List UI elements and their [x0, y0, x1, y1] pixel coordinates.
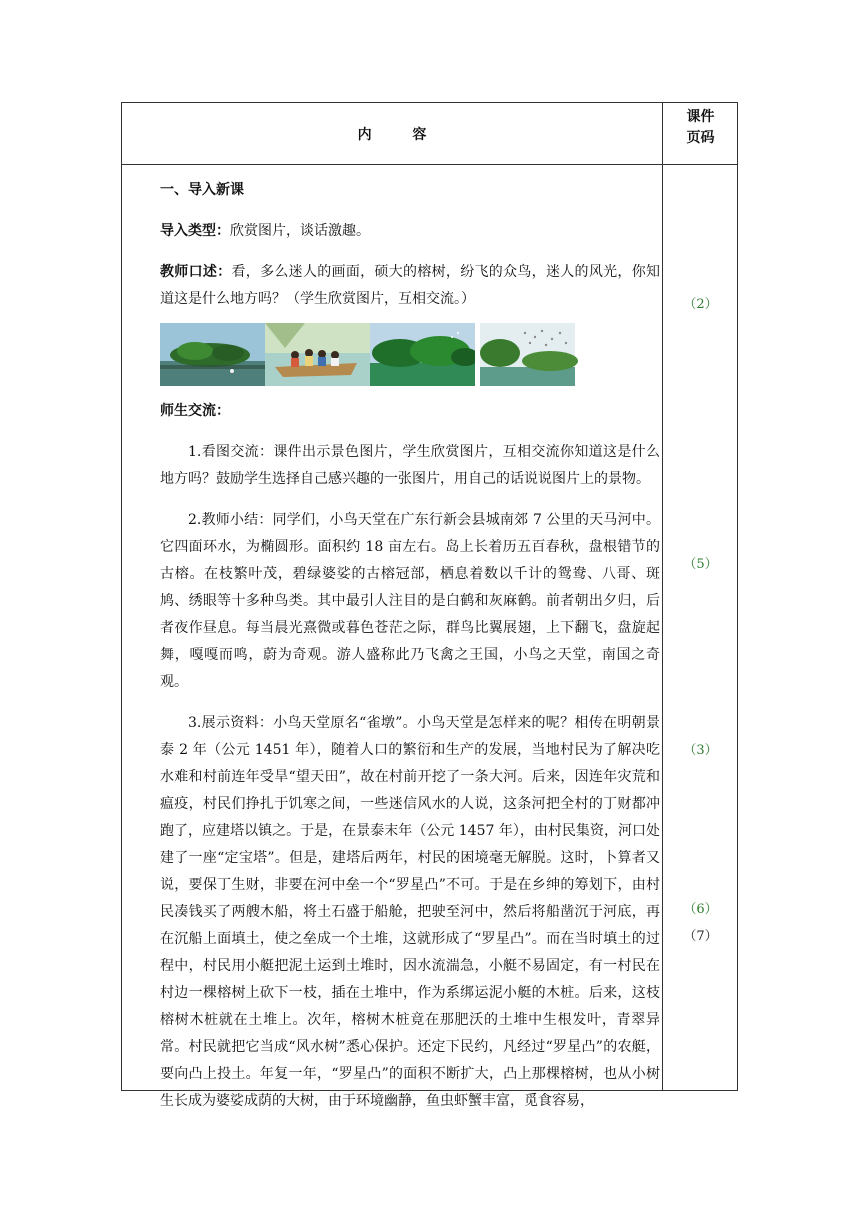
paragraph-1: 1.看图交流：课件出示景色图片，学生欣赏图片，互相交流你知道这是什么地方吗？鼓励学生选择自己感兴趣的一张图片，用自己的话说说图片上的景物。 [160, 444, 660, 487]
page-number-2: （2） [683, 297, 718, 312]
teacher-narration [160, 259, 660, 313]
section-title: 一、导入新课 [160, 182, 244, 198]
photo-green-trees [370, 323, 475, 386]
page-number-6: （6） [683, 902, 718, 917]
content-header: 内 容 [357, 127, 445, 143]
page-number-5: （5） [683, 557, 718, 572]
page-number-header-label: 课件页码 [686, 109, 715, 146]
page-number-header [663, 107, 738, 149]
photo-strip [160, 323, 660, 386]
photo-boat [265, 323, 370, 386]
lesson-table [121, 102, 738, 1109]
photo-island [160, 323, 265, 386]
photo-birds-flying [475, 323, 580, 386]
teacher-text: 看，多么迷人的画面，硕大的榕树，纷飞的众鸟，迷人的风光，你知道这是什么地方吗？（学生欣赏图片，互相交流。） [160, 264, 661, 307]
intro-type [160, 218, 660, 245]
paragraph-3: 3.展示资料：小鸟天堂原名“雀墩”。小鸟天堂是怎样来的呢？相传在明朝景泰 2 年（公元 1451 年），随着人口的繁衍和生产的发展，当地村民为了解决吃水难和村前连年受旱“望天田”，故在村前开挖了一条大河。后来，因连年灾荒和瘟疫，村民们挣扎于饥寒之间，一些迷信风水的人说，这条河把全村的丁财都冲跑了，应建塔以镇之。于是，在景泰末年（公元 1457 年），由村民集资，河口处建了一座“定宝塔”。但是，建塔后两年，村民的困境毫无解脱。这时，卜算者又说，要保丁生财，非要在河中垒一个“罗星凸”不可。于是在乡绅的筹划下，由村民凑钱买了两艘木船，将土石盛于船舱，把驶至河中，然后将船凿沉于河底，再在沉船上面填土，使之垒成一个土堆，这就形成了“罗星凸”。而在当时填土的过程中，村民用小艇把泥土运到土堆时，因水流湍急，小艇不易固定，有一村民在村边一棵榕树上砍下一枝，插在土堆中，作为系绑运泥小艇的木桩。后来，这枝榕树木桩就在土堆上。次年，榕树木桩竟在那肥沃的土堆中生根发叶，青翠异常。村民就把它当成“风水树”悉心保护。还定下民约，凡经过“罗星凸”的农艇，要向凸上投土。年复一年，“罗星凸”的面积不断扩大，凸上那棵榕树，也从小树生长成为婆娑成荫的大树，由于环境幽静，鱼虫虾蟹丰富，觅食容易， [160, 715, 660, 1109]
paragraph-2: 2.教师小结：同学们，小鸟天堂在广东行新会县城南郊 7 公里的天马河中。它四面环水，为椭圆形。面积约 18 亩左右。岛上长着历五百春秋，盘根错节的古榕。在枝繁叶茂，碧绿婆娑的古榕冠部，栖息着数以千计的鸳鸯、八哥、斑鸠、绣眼等十多种鸟类。其中最引人注目的是白鹤和灰麻鹤。前者朝出夕归，后者夜作昼息。每当晨光熹微或暮色苍茫之际，群鸟比翼展翅，上下翻飞，盘旋起舞，嘎嘎而鸣，蔚为奇观。游人盛称此乃飞禽之王国，小鸟之天堂，南国之奇观。 [160, 512, 660, 690]
intro-type-label: 导入类型： [160, 223, 230, 239]
exchange-label: 师生交流： [160, 403, 230, 419]
table-header [122, 103, 737, 165]
page-number-7: （7） [683, 929, 718, 944]
intro-type-value: 欣赏图片，谈话激趣。 [230, 223, 370, 239]
page-number-3: （3） [683, 743, 718, 758]
content-cell [160, 165, 660, 1115]
teacher-label: 教师口述： [160, 264, 232, 280]
